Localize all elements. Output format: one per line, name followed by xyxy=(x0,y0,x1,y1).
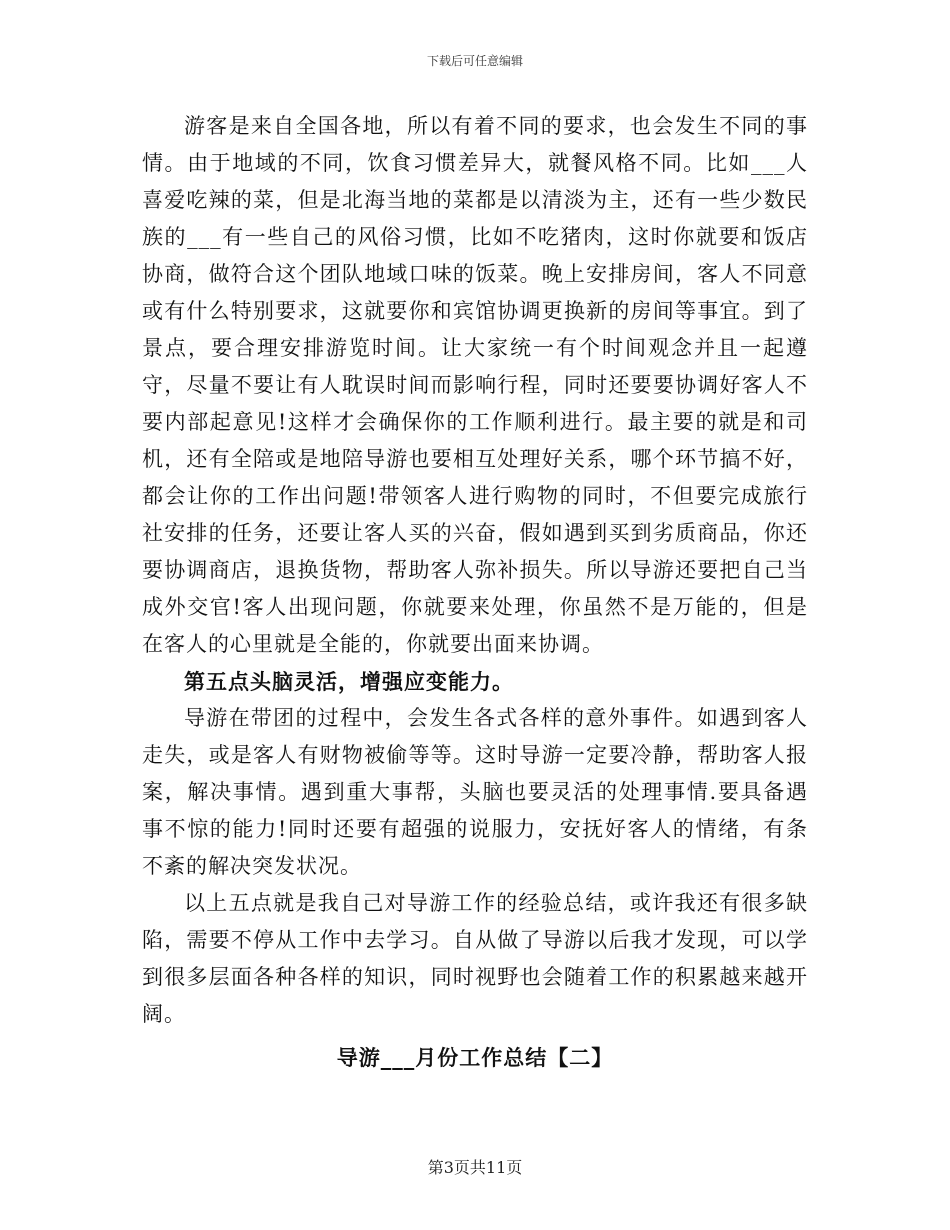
document-body xyxy=(142,108,808,1076)
paragraph-3: 以上五点就是我自己对导游工作的经验总结，或许我还有很多缺陷，需要不停从工作中去学习。自从做了导游以后我才发现，可以学到很多层面各种各样的知识，同时视野也会随着工作的积累越来越开阔。 xyxy=(142,891,808,1026)
section-title: 导游___月份工作总结【二】 xyxy=(336,1045,614,1070)
paragraph-2: 导游在带团的过程中，会发生各式各样的意外事件。如遇到客人走失，或是客人有财物被偷等等。这时导游一定要冷静，帮助客人报案，解决事情。遇到重大事帮，头脑也要灵活的处理事情.要具备遇事不惊的能力!同时还要有超强的说服力，安抚好客人的情绪，有条不紊的解决突发状况。 xyxy=(142,706,808,878)
page-number: 第3页共11页 xyxy=(427,1158,523,1177)
heading-point-5: 第五点头脑灵活，增强应变能力。 xyxy=(184,669,514,694)
paragraph-1: 游客是来自全国各地，所以有着不同的要求，也会发生不同的事情。由于地域的不同，饮食习惯差异大，就餐风格不同。比如___人喜爱吃辣的菜，但是北海当地的菜都是以清淡为主，还有一些少数民族的___有一些自己的风俗习惯，比如不吃猪肉，这时你就要和饭店协商，做符合这个团队地域口味的饭菜。晚上安排房间，客人不同意或有什么特别要求，这就要你和宾馆协调更换新的房间等事宜。到了景点，要合理安排游览时间。让大家统一有个时间观念并且一起遵守，尽量不要让有人耽误时间而影响行程，同时还要要协调好客人不要内部起意见!这样才会确保你的工作顺利进行。最主要的就是和司机，还有全陪或是地陪导游也要相互处理好关系，哪个环节搞不好，都会让你的工作出问题!带领客人进行购物的同时，不但要完成旅行社安排的任务，还要让客人买的兴奋，假如遇到买到劣质商品，你还要协调商店，退换货物，帮助客人弥补损失。所以导游还要把自己当成外交官!客人出现问题，你就要来处理，你虽然不是万能的，但是在客人的心里就是全能的，你就要出面来协调。 xyxy=(142,114,808,656)
header-note: 下载后可任意编辑 xyxy=(426,54,523,68)
